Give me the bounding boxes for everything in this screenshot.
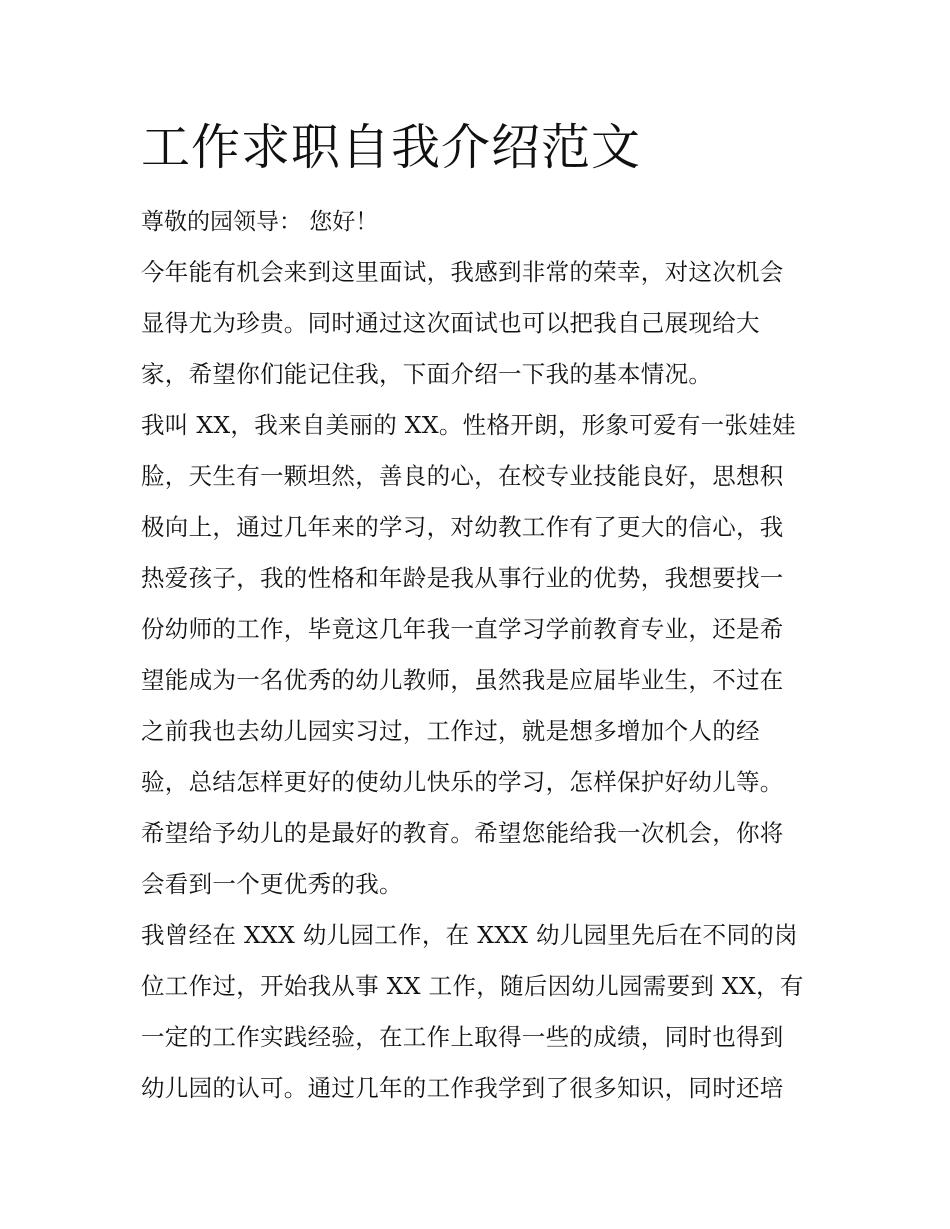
text-line: 希望给予幼儿的是最好的教育。希望您能给我一次机会，你将 [141,819,784,847]
text-line: 我叫 XX，我来自美丽的 XX。性格开朗，形象可爱有一张娃娃 [141,411,796,439]
text-line: 家，希望你们能记住我，下面介绍一下我的基本情况。 [141,360,713,388]
text-line: 一定的工作实践经验，在工作上取得一些的成绩，同时也得到 [141,1023,784,1051]
text-line: 之前我也去幼儿园实习过，工作过，就是想多增加个人的经 [141,717,760,745]
text-line: 望能成为一名优秀的幼儿教师，虽然我是应届毕业生，不过在 [141,666,784,694]
text-line: 热爱孩子，我的性格和年龄是我从事行业的优势，我想要找一 [141,564,784,592]
text-line: 极向上，通过几年来的学习，对幼教工作有了更大的信心，我 [141,513,784,541]
text-line: 位工作过，开始我从事 XX 工作，随后因幼儿园需要到 XX，有 [141,972,804,1000]
text-line: 今年能有机会来到这里面试，我感到非常的荣幸，对这次机会 [141,258,784,286]
text-line: 我曾经在 XXX 幼儿园工作，在 XXX 幼儿园里先后在不同的岗 [141,921,798,949]
greeting-line: 尊敬的园领导： 您好！ [141,209,379,235]
text-line: 份幼师的工作，毕竟这几年我一直学习学前教育专业，还是希 [141,615,784,643]
text-line: 幼儿园的认可。通过几年的工作我学到了很多知识，同时还培 [141,1074,784,1102]
text-line: 脸，天生有一颗坦然，善良的心，在校专业技能良好，思想积 [141,462,784,490]
text-line: 验，总结怎样更好的使幼儿快乐的学习，怎样保护好幼儿等。 [141,768,784,796]
body-text [141,255,821,1122]
text-line: 会看到一个更优秀的我。 [141,870,403,898]
document-title: 工作求职自我介绍范文 [141,119,642,176]
text-line: 显得尤为珍贵。同时通过这次面试也可以把我自己展现给大 [141,309,760,337]
